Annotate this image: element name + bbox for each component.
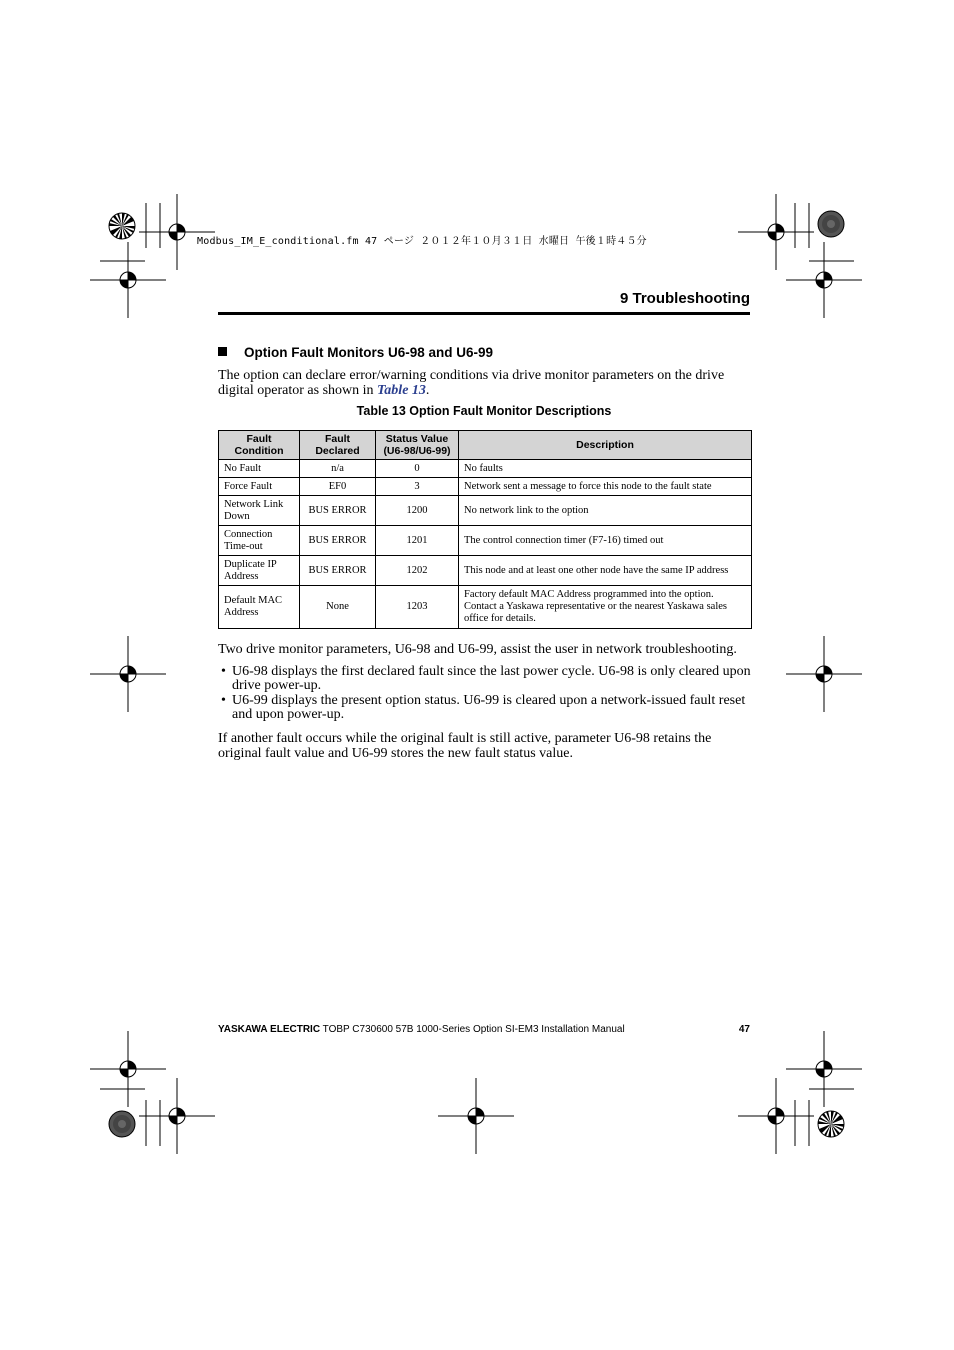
footer-brand: YASKAWA ELECTRIC <box>218 1024 321 1035</box>
square-bullet-icon <box>218 347 227 356</box>
registration-star-icon <box>109 213 135 239</box>
cell-declared: None <box>300 586 376 629</box>
table-row <box>219 556 752 586</box>
file-info-header: Modbus_IM_E_conditional.fm 47 ページ ２０１２年１０月３１日 水曜日 午後１時４５分 <box>197 236 647 247</box>
page-number: 47 <box>738 1024 750 1035</box>
footer-document-info <box>218 1024 625 1035</box>
table-header-row <box>219 431 752 460</box>
table-13-link[interactable]: Table 13 <box>377 383 426 398</box>
body-paragraph-2: If another fault occurs while the original fault is still active, parameter U6-98 retains the original fault value and U6-99 stores the new fault status value. <box>218 731 712 761</box>
crosshair-icon <box>90 636 166 712</box>
table-row <box>219 478 752 496</box>
cell-value: 0 <box>376 460 459 478</box>
crosshair-icon <box>786 242 862 318</box>
cell-value: 1201 <box>376 526 459 556</box>
body-paragraph-1: Two drive monitor parameters, U6-98 and U6-99, assist the user in network troubleshooting. <box>218 642 737 657</box>
list-item: • U6-98 displays the first declared fault since the last power cycle. U6-98 is only cleared upon drive power-up. <box>218 665 758 693</box>
cell-description: No network link to the option <box>459 496 752 526</box>
cell-condition: Connection Time-out <box>219 526 300 556</box>
intro-text: The option can declare error/warning conditions via drive monitor parameters on the drive digital operator as shown in <box>218 368 725 398</box>
registration-star-icon <box>818 1111 844 1137</box>
cell-declared: BUS ERROR <box>300 496 376 526</box>
fault-monitor-table <box>218 430 752 629</box>
cell-value: 1200 <box>376 496 459 526</box>
section-rule <box>218 312 750 315</box>
header-status-value: Status Value (U6-98/U6-99) <box>376 431 459 460</box>
crosshair-icon <box>139 1078 215 1154</box>
table-row <box>219 460 752 478</box>
cell-condition: No Fault <box>219 460 300 478</box>
crosshair-icon <box>438 1078 514 1154</box>
intro-period: . <box>425 383 430 398</box>
list-item: • U6-99 displays the present option status. U6-99 is cleared upon a network-issued fault reset and upon power-up. <box>218 694 758 722</box>
cell-value: 1202 <box>376 556 459 586</box>
cell-condition: Duplicate IP Address <box>219 556 300 586</box>
subsection-title: Option Fault Monitors U6-98 and U6-99 <box>244 345 494 360</box>
table-row <box>219 526 752 556</box>
registration-dark-icon <box>109 1111 135 1137</box>
cell-condition: Default MAC Address <box>219 586 300 629</box>
section-title: 9 Troubleshooting <box>620 290 750 307</box>
cell-description: Factory default MAC Address programmed into the option. Contact a Yaskawa representative or the nearest Yaskawa sales office for details. <box>459 586 752 629</box>
table-caption: Table 13 Option Fault Monitor Descriptions <box>356 404 612 418</box>
header-fault-declared: Fault Declared <box>300 431 376 460</box>
cell-declared: BUS ERROR <box>300 526 376 556</box>
table-row <box>219 496 752 526</box>
cell-value: 1203 <box>376 586 459 629</box>
header-description: Description <box>459 431 752 460</box>
crosshair-icon <box>786 1031 862 1107</box>
header-fault-condition: Fault Condition <box>219 431 300 460</box>
cell-description: Network sent a message to force this node to the fault state <box>459 478 752 496</box>
cell-declared: EF0 <box>300 478 376 496</box>
cell-condition: Network Link Down <box>219 496 300 526</box>
bullet-list <box>218 665 758 723</box>
cell-description: The control connection timer (F7-16) timed out <box>459 526 752 556</box>
subsection-heading <box>218 345 493 360</box>
crosshair-icon <box>90 242 166 318</box>
table-row <box>219 586 752 629</box>
cell-declared: n/a <box>300 460 376 478</box>
crosshair-icon <box>738 1078 814 1154</box>
crosshair-icon <box>786 636 862 712</box>
cell-description: This node and at least one other node have the same IP address <box>459 556 752 586</box>
cell-value: 3 <box>376 478 459 496</box>
cell-condition: Force Fault <box>219 478 300 496</box>
footer-doc-title: TOBP C730600 57B 1000-Series Option SI-EM3 Installation Manual <box>320 1024 625 1035</box>
crosshair-icon <box>738 194 814 270</box>
cell-description: No faults <box>459 460 752 478</box>
crosshair-icon <box>90 1031 166 1107</box>
registration-dark-icon <box>818 211 844 237</box>
intro-paragraph <box>218 368 758 398</box>
cell-declared: BUS ERROR <box>300 556 376 586</box>
